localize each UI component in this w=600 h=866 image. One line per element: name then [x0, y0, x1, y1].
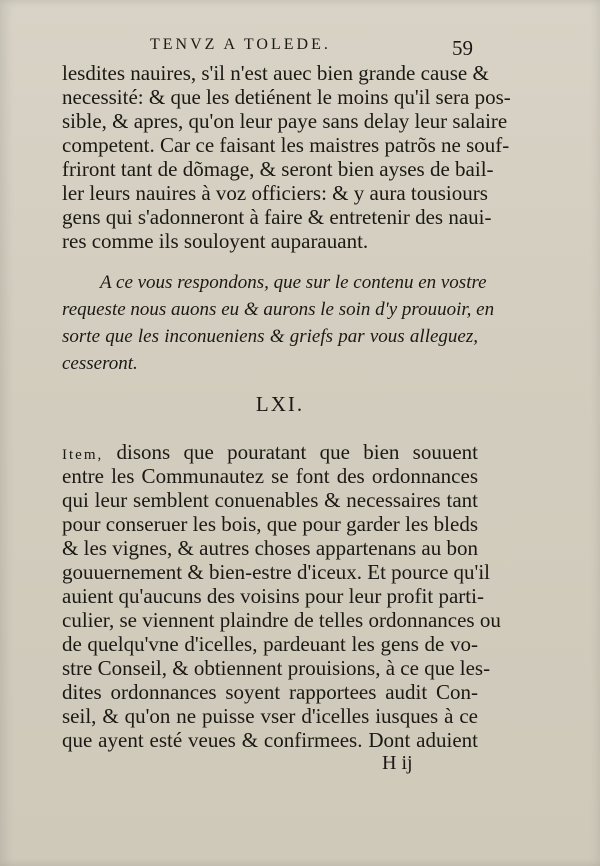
text-line: seil, & qu'on ne puisse vser d'icelles iusques à ce	[62, 704, 478, 728]
text-line: competent. Car ce faisant les maistres patrõs ne souf-	[62, 133, 510, 157]
text-line	[62, 440, 478, 467]
text-line: res comme ils souloyent auparauant.	[62, 229, 369, 253]
catchword: H ij	[382, 752, 413, 774]
text-line: auient qu'aucuns des voisins pour leur profit parti-	[62, 584, 484, 608]
text-line: dites ordonnances soyent rapportees audit Con-	[62, 680, 478, 704]
response-line: A ce vous respondons, que sur le contenu en vostre	[100, 272, 487, 293]
text-line: necessité: & que les detiénent le moins qu'il sera pos-	[62, 85, 511, 109]
running-head: TENVZ A TOLEDE.	[150, 36, 331, 53]
text-line: gens qui s'adonneront à faire & entretenir des naui-	[62, 205, 492, 229]
response-line: sorte que les inconueniens & griefs par vous alleguez,	[62, 326, 478, 347]
text-line: que ayent esté veues & confirmees. Dont aduient	[62, 728, 478, 752]
text-line: sible, & apres, qu'on leur paye sans delay leur salaire	[62, 109, 508, 133]
text-line: culier, se viennent plaindre de telles ordonnances ou	[62, 608, 501, 632]
chapter-heading: LXI.	[255, 392, 305, 416]
text-line: qui leur semblent conuenables & necessaires tant	[62, 488, 478, 512]
text-line: lesdites nauires, s'il n'est auec bien grande cause &	[62, 61, 489, 85]
response-line: requeste nous auons eu & aurons le soin d'y prouuoir, en	[62, 299, 495, 320]
first-word: Item,	[62, 447, 104, 463]
text-line: stre Conseil, & obtiennent prouisions, à ce que les-	[62, 656, 491, 680]
page-number: 59	[452, 36, 473, 60]
response-line: cesseront.	[62, 353, 138, 374]
text-line: pour conseruer les bois, que pour garder les bleds	[62, 512, 478, 536]
text-line: de quelqu'vne d'icelles, pardeuant les gens de vo-	[62, 632, 478, 656]
text-line: entre les Communautez se font des ordonnances	[62, 464, 478, 488]
text-line: friront tant de dõmage, & seront bien ayses de bail-	[62, 157, 494, 181]
text-line: ler leurs nauires à voz officiers: & y aura tousiours	[62, 181, 488, 205]
text-line: gouuernement & bien-estre d'iceux. Et pource qu'il	[62, 560, 491, 584]
text-line: & les vignes, & autres choses appartenans au bon	[62, 536, 478, 560]
first-line-rest: disons que pouratant que bien souuent	[103, 440, 478, 464]
